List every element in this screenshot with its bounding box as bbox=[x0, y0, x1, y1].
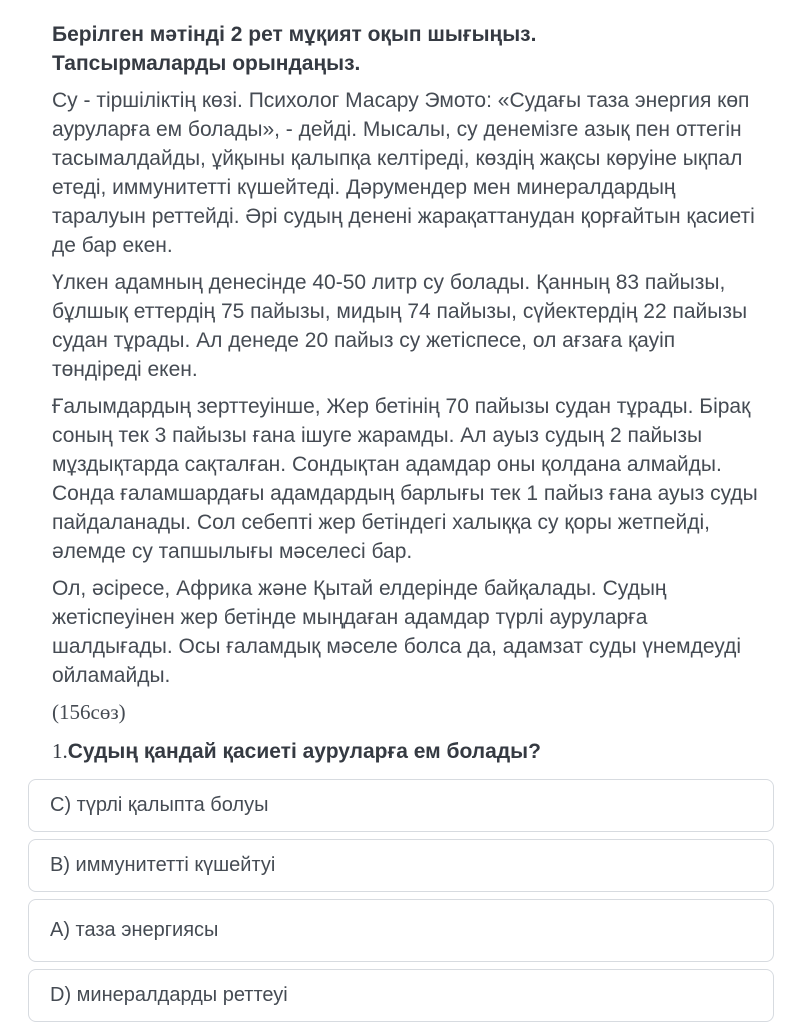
word-count: (156сөз) bbox=[52, 700, 126, 724]
passage-paragraph-4: Ол, әсіресе, Африка және Қытай елдерінде байқалады. Судың жетіспеуінен жер бетінде мыңдаған адамдар түрлі ауруларға шалдығады. Осы ғаламдық мәселе болса да, адамзат суды үнемдеуді ойламайды. bbox=[52, 577, 742, 687]
passage-paragraph-1: Су - тіршіліктің көзі. Психолог Масару Эмото: «Судағы таза энергия көп ауруларға ем болады», - дейді. Мысалы, су денемізге азық пен оттегін тасымалдайды, ұйқыны қалыпқа келтіреді, көздің жақсы көруіне ықпал етеді, иммунитетті күшейтеді. Дәрумендер мен минералдардың таралуын реттейді. Әрі судың денені жарақаттанудан қорғайтын қасиеті де бар екен. bbox=[52, 89, 755, 257]
answer-option-d[interactable]: D) минералдарды реттеуі bbox=[28, 969, 774, 1022]
question-text: Судың қандай қасиеті ауруларға ем болады? bbox=[67, 740, 541, 763]
instruction-line-2: Тапсырмаларды орындаңыз. bbox=[52, 52, 361, 75]
question-title bbox=[52, 737, 762, 766]
answer-option-a[interactable]: A) таза энергиясы bbox=[28, 899, 774, 962]
passage-paragraph-3: Ғалымдардың зерттеуінше, Жер бетінің 70 пайызы судан тұрады. Бірақ соның тек 3 пайызы ғана ішуге жарамды. Ал ауыз судың 2 пайызы мұздықтарда сақталған. Сондықтан адамдар оны қолдана алмайды. Сонда ғаламшардағы адамдардың барлығы тек 1 пайыз ғана ауыз суды пайдаланады. Сол себепті жер бетіндегі халыққа су қоры жетпейді, әлемде су тапшылығы мәселесі бар. bbox=[52, 395, 758, 563]
reading-passage bbox=[52, 20, 762, 766]
question-number: 1. bbox=[52, 739, 68, 763]
instruction-heading bbox=[52, 20, 762, 78]
instruction-line-1: Берілген мәтінді 2 рет мұқият оқып шығыңыз. bbox=[52, 23, 537, 46]
answer-option-c[interactable]: C) түрлі қалыпта болуы bbox=[28, 779, 774, 832]
answer-option-b[interactable]: B) иммунитетті күшейтуі bbox=[28, 839, 774, 892]
passage-paragraph-2: Үлкен адамның денесінде 40-50 литр су болады. Қанның 83 пайызы, бұлшық еттердің 75 пайызы, мидың 74 пайызы, сүйектердің 22 пайызы судан тұрады. Ал денеде 20 пайыз су жетіспесе, ол ағзаға қауіп төндіреді екен. bbox=[52, 271, 748, 381]
